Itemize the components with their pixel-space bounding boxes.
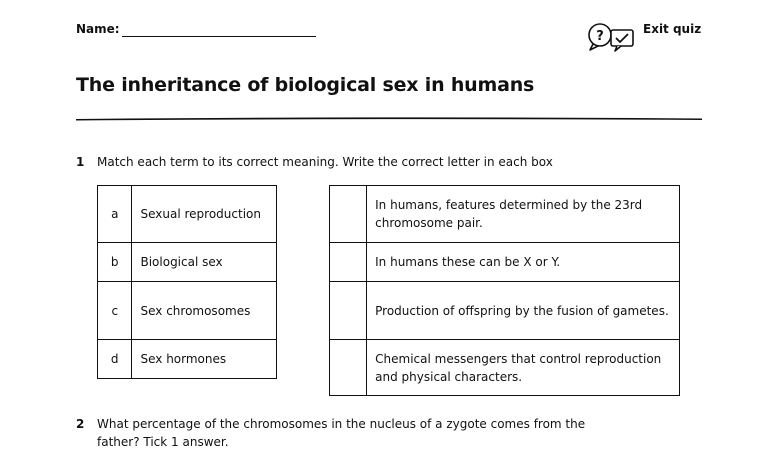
term-letter: a <box>98 186 132 243</box>
table-row <box>98 186 277 243</box>
name-label: Name: <box>76 22 120 36</box>
table-row <box>330 340 680 396</box>
term-letter: d <box>98 340 132 379</box>
answer-box[interactable] <box>330 282 367 340</box>
svg-text:?: ? <box>596 29 604 44</box>
table-row <box>330 186 680 243</box>
meaning-text: In humans, features determined by the 23rd chromosome pair. <box>367 186 680 243</box>
term-letter: c <box>98 282 132 340</box>
answer-box[interactable] <box>330 186 367 243</box>
question-number: 2 <box>76 417 85 431</box>
meaning-text: In humans these can be X or Y. <box>367 243 680 282</box>
term-letter: b <box>98 243 132 282</box>
answer-box[interactable] <box>330 340 367 396</box>
term-text: Sex chromosomes <box>132 282 277 340</box>
terms-table <box>97 185 277 379</box>
table-row <box>98 243 277 282</box>
table-row <box>330 243 680 282</box>
meaning-text: Chemical messengers that control reproduction and physical characters. <box>367 340 680 396</box>
meanings-table <box>329 185 680 396</box>
question-text-continued: father? Tick 1 answer. <box>97 435 229 449</box>
name-input-line[interactable] <box>122 36 316 37</box>
table-row <box>330 282 680 340</box>
answer-box[interactable] <box>330 243 367 282</box>
question-text: What percentage of the chromosomes in the nucleus of a zygote comes from the <box>97 417 586 431</box>
table-row <box>98 340 277 379</box>
exit-quiz-label: Exit quiz <box>643 22 702 36</box>
quiz-chat-icon <box>586 20 636 52</box>
term-text: Sex hormones <box>132 340 277 379</box>
question-2 <box>76 417 585 431</box>
term-text: Sexual reproduction <box>132 186 277 243</box>
question-number: 1 <box>76 155 85 169</box>
table-row <box>98 282 277 340</box>
question-1 <box>76 155 553 169</box>
question-text: Match each term to its correct meaning. Write the correct letter in each box <box>97 155 553 169</box>
meaning-text: Production of offspring by the fusion of gametes. <box>367 282 680 340</box>
page-title: The inheritance of biological sex in humans <box>76 74 535 96</box>
title-underline <box>76 116 702 121</box>
term-text: Biological sex <box>132 243 277 282</box>
